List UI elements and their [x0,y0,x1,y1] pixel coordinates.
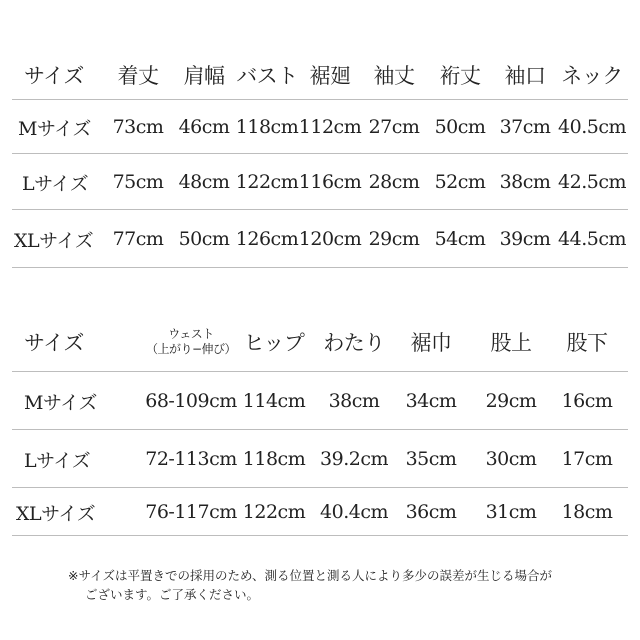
cell-value: 35cm [405,448,457,470]
cell-value: 30cm [485,448,537,470]
measurement-note [68,566,588,604]
header-yuki: 裄丈 [439,64,481,88]
header-hip: ヒップ [243,331,305,355]
header-size: サイズ [24,64,84,88]
note-line-2: ございます。ご了承ください。 [85,587,260,602]
row-divider [12,535,628,536]
cell-value: 29cm [485,390,537,412]
cell-value: 31cm [485,501,537,523]
table-row [0,488,640,536]
header-hem-width: 裾巾 [410,331,452,355]
cell-value: 46cm [178,116,230,138]
cell-value: 76-117cm [145,501,237,523]
row-size-label: XLサイズ [16,502,96,525]
cell-value: 17cm [561,448,613,470]
header-cuff: 袖口 [504,64,546,88]
cell-value: 116cm [298,171,362,193]
table-row [0,372,640,430]
cell-value: 50cm [178,228,230,250]
table-row [0,154,640,210]
cell-value: 34cm [405,390,457,412]
row-size-label: Lサイズ [24,449,91,472]
row-size-label: Lサイズ [22,172,89,195]
cell-value: 75cm [112,171,164,193]
header-inseam: 股下 [566,331,608,355]
row-size-label: Mサイズ [18,117,91,140]
note-line-1: ※サイズは平置きでの採用のため、測る位置と測る人により多少の誤差が生じる場合が [68,568,552,583]
cell-value: 42.5cm [558,171,626,193]
cell-value: 118cm [242,448,306,470]
cell-value: 77cm [112,228,164,250]
cell-value: 72-113cm [145,448,237,470]
cell-value: 44.5cm [558,228,626,250]
cell-value: 126cm [235,228,299,250]
header-waist-label: ウェスト [168,327,214,341]
cell-value: 68-109cm [145,390,237,412]
cell-value: 39.2cm [320,448,388,470]
header-size: サイズ [24,331,84,355]
table-header-row [0,50,640,100]
cell-value: 38cm [328,390,380,412]
cell-value: 50cm [434,116,486,138]
header-length: 着丈 [117,64,159,88]
cell-value: 48cm [178,171,230,193]
cell-value: 36cm [405,501,457,523]
cell-value: 28cm [368,171,420,193]
header-neck: ネック [561,64,623,88]
cell-value: 38cm [499,171,551,193]
cell-value: 52cm [434,171,486,193]
cell-value: 40.4cm [320,501,388,523]
row-size-label: XLサイズ [14,229,94,252]
header-rise: 股上 [490,331,532,355]
cell-value: 120cm [298,228,362,250]
cell-value: 122cm [242,501,306,523]
cell-value: 118cm [235,116,299,138]
header-waist [136,312,246,372]
cell-value: 54cm [434,228,486,250]
row-size-label: Mサイズ [24,391,97,414]
cell-value: 37cm [499,116,551,138]
header-waist-note: （上がり−伸び） [145,342,237,356]
header-bust: バスト [236,64,298,88]
table-row [0,100,640,154]
cell-value: 16cm [561,390,613,412]
row-divider [12,267,628,268]
table-row [0,430,640,488]
cell-value: 112cm [298,116,362,138]
header-thigh: わたり [323,331,385,355]
header-hem: 裾廻 [309,64,351,88]
cell-value: 114cm [242,390,306,412]
table-header-row [0,312,640,372]
header-sleeve: 袖丈 [373,64,415,88]
cell-value: 73cm [112,116,164,138]
cell-value: 39cm [499,228,551,250]
cell-value: 122cm [235,171,299,193]
cell-value: 27cm [368,116,420,138]
cell-value: 18cm [561,501,613,523]
header-shoulder: 肩幅 [183,64,225,88]
cell-value: 40.5cm [558,116,626,138]
table-row [0,210,640,268]
cell-value: 29cm [368,228,420,250]
